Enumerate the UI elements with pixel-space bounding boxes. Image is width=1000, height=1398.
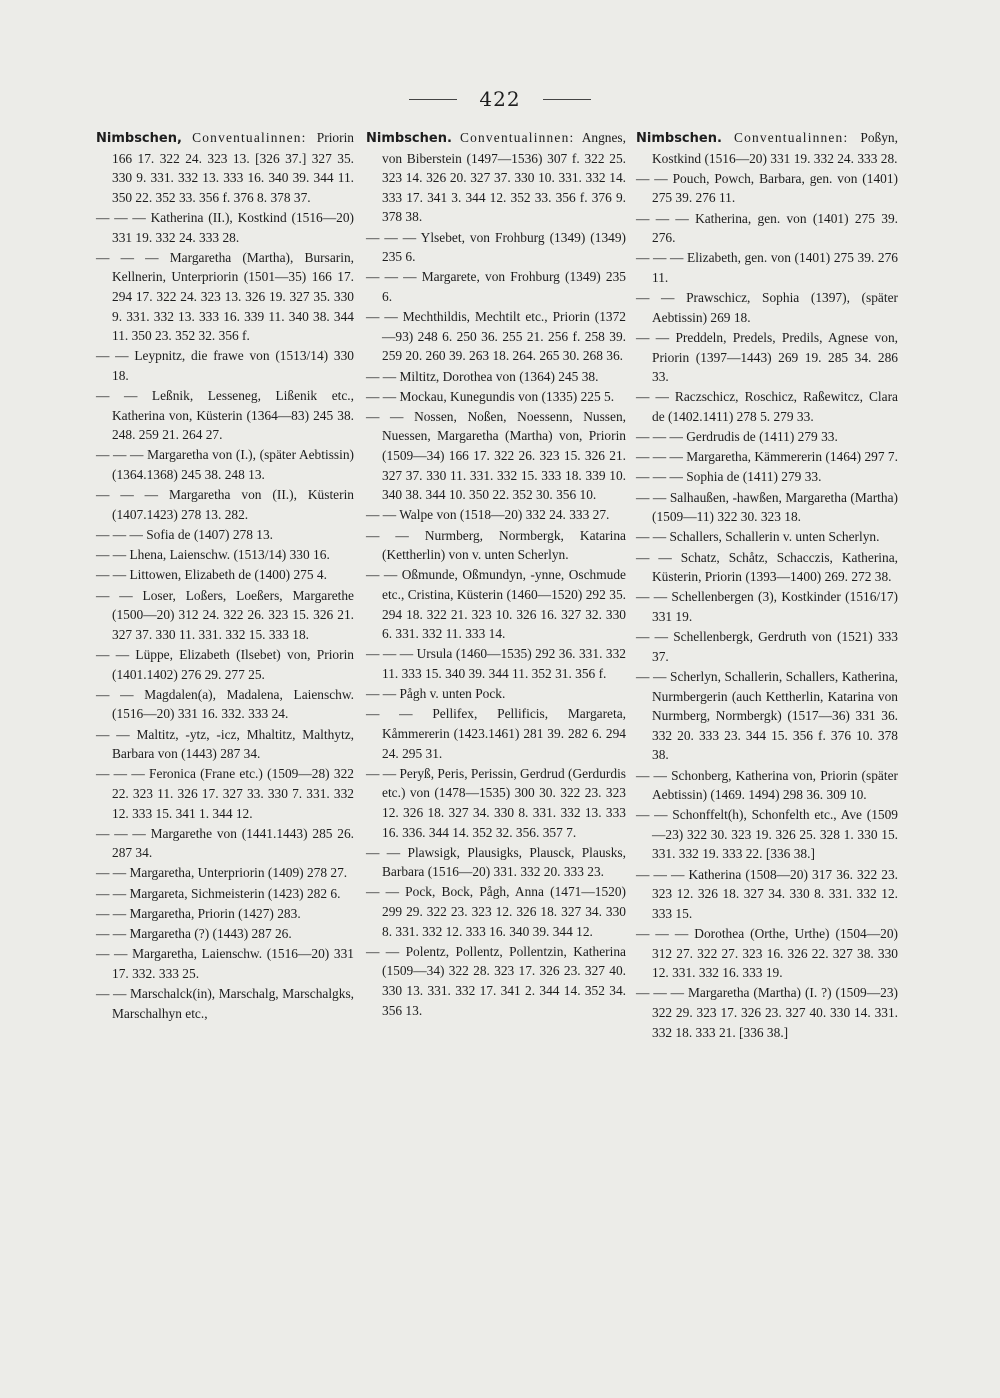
index-entry (636, 128, 898, 168)
index-entry (366, 228, 626, 267)
index-entry (636, 865, 898, 924)
index-entry (636, 328, 898, 387)
entry-text: — — Mockau, Kunegundis von (1335) 225 5. (366, 388, 615, 404)
entry-text: — — — Margaretha (Martha), Bursarin, Kellnerin, Unterpriorin (1501—35) 166 17. 294 17. 322 24. 323 13. 326 19. 327 35. 330 9. 331. 332 13. 333 16. 339 11. 340 38. 344 11. 350 23. 352 32. 356 f. (96, 249, 354, 344)
index-entry (636, 983, 898, 1042)
index-entry (366, 505, 626, 525)
index-entry (636, 587, 898, 626)
header-rule-left (409, 99, 457, 100)
entry-text: — — — Katherina (1508—20) 317 36. 322 23. 323 12. 326 18. 327 34. 330 8. 331. 332 12. 333 15. (636, 866, 898, 921)
index-entry (636, 447, 898, 467)
index-entry (96, 525, 354, 545)
entry-text: — — — Ylsebet, von Frohburg (1349) (1349) 235 6. (366, 229, 626, 265)
index-entry (636, 924, 898, 983)
entry-text: — — Polentz, Pollentz, Pollentzin, Katherina (1509—34) 322 28. 323 17. 326 23. 327 40. 330 13. 331. 332 17. 341 2. 344 14. 352 34. 356 13. (366, 943, 626, 1018)
entry-text: — — Magdalen(a), Madalena, Laienschw. (1516—20) 331 16. 332. 333 24. (96, 686, 354, 722)
entry-headword: Nimbschen, (96, 131, 182, 146)
index-entry (636, 427, 898, 447)
index-entry (636, 288, 898, 327)
entry-text: — — Pouch, Powch, Barbara, gen. von (1401) 275 39. 276 11. (636, 170, 898, 206)
entry-text: — — — Margaretha von (II.), Küsterin (1407.1423) 278 13. 282. (96, 487, 354, 522)
entry-text: — — — Elizabeth, gen. von (1401) 275 39. 276 11. (636, 250, 898, 285)
entry-text: — — Lhena, Laienschw. (1513/14) 330 16. (96, 547, 330, 563)
index-entry (96, 824, 354, 863)
entry-text: — — Schatz, Schåtz, Schacczis, Katherina, Küsterin, Priorin (1393—1400) 269. 272 38. (636, 549, 898, 585)
entry-text: — — Lüppe, Elizabeth (Ilsebet) von, Priorin (1401.1402) 276 29. 277 25. (96, 646, 354, 682)
index-entry (96, 565, 354, 585)
entry-text: Angnes, von Biberstein (1497—1536) 307 f. 322 25. 323 14. 326 20. 327 37. 330 10. 331. 332 14. 333 17. 341 3. 344 12. 352 33. 356 f. 376 9. 378 38. (382, 130, 626, 225)
page-header (0, 84, 1000, 114)
entry-text: — — Pågh v. unten Pock. (366, 686, 506, 702)
entry-headword: Nimbschen. (636, 131, 722, 146)
entry-text: — — Leypnitz, die frawe von (1513/14) 330 18. (96, 348, 354, 383)
entry-text: — — Margareta, Sichmeisterin (1423) 282 6. (96, 885, 341, 901)
entry-text: — — Margaretha, Unterpriorin (1409) 278 27. (96, 865, 348, 881)
index-entry (96, 208, 354, 247)
index-entry (366, 128, 626, 227)
entry-text: — — — Feronica (Frane etc.) (1509—28) 322 22. 323 11. 326 17. 327 33. 330 7. 331. 332 12. 333 15. 341 1. 344 12. (96, 766, 354, 821)
entry-text: — — — Ursula (1460—1535) 292 36. 331. 332 11. 333 15. 340 39. 344 11. 352 31. 356 f. (366, 646, 626, 681)
index-entry (96, 904, 354, 924)
entry-text: — — Schallers, Schallerin v. unten Scherlyn. (636, 529, 880, 545)
index-entry (96, 545, 354, 565)
entry-text: — — Nossen, Noßen, Noessenn, Nussen, Nuessen, Margaretha (Martha) von, Priorin (1509—34) 166 17. 322 26. 323 15. 326 21. 327 37. 330 11. 331. 332 15. 333 18. 339 10. 340 38. 344 10. 350 22. 352 30. 356 10. (366, 408, 626, 503)
entry-text: — — Mechthildis, Mechtilt etc., Priorin (1372—93) 248 6. 250 36. 255 21. 256 f. 258 39. 259 20. 260 39. 263 18. 264. 265 30. 268 36. (366, 309, 626, 364)
index-entry (366, 565, 626, 643)
index-column-1 (96, 128, 354, 1024)
index-entry (96, 386, 354, 445)
entry-text: — — Loser, Loßers, Loeßers, Margarethe (1500—20) 312 24. 322 26. 323 15. 326 21. 327 37. 330 11. 331. 332 15. 333 18. (96, 587, 354, 642)
index-entry (96, 248, 354, 346)
entry-text: — — — Margarethe von (1441.1443) 285 26. 287 34. (96, 825, 354, 861)
entry-text: — — Peryß, Peris, Perissin, Gerdrud (Gerdurdis etc.) von (1478—1535) 300 30. 322 23. 323 12. 326 18. 327 34. 330 8. 331. 332 13. 333 16. 336. 344 14. 352 32. 356. 357 7. (366, 765, 626, 840)
index-entry (96, 984, 354, 1023)
index-entry (366, 684, 626, 704)
index-column-3 (636, 128, 898, 1043)
entry-text: — — Plawsigk, Plausigks, Plausck, Plausks, Barbara (1516—20) 331. 332 20. 333 23. (366, 844, 626, 880)
entry-text: — — — Margarete, von Frohburg (1349) 235 6. (366, 269, 626, 304)
entry-text: Poßyn, Kostkind (1516—20) 331 19. 332 24. 333 28. (652, 130, 898, 166)
entry-text: — — — Margaretha, Kämmererin (1464) 297 7. (636, 449, 898, 465)
entry-text: — — Miltitz, Dorothea von (1364) 245 38. (366, 368, 599, 384)
index-entry (636, 527, 898, 547)
index-entry (636, 169, 898, 208)
entry-text: — — Nurmberg, Normbergk, Katarina (Kettherlin) von v. unten Scherlyn. (366, 527, 626, 563)
index-entry (366, 387, 626, 407)
entry-text: — — Pock, Bock, Pågh, Anna (1471—1520) 299 29. 322 23. 323 12. 326 18. 327 34. 330 8. 331. 332 12. 333 16. 340 39. 344 12. (366, 884, 626, 939)
index-entry (96, 884, 354, 904)
index-entry (96, 944, 354, 983)
entry-subheading: Conventualinnen: (733, 130, 849, 145)
entry-subheading: Conventualinnen: (192, 130, 307, 145)
entry-text: — — Schonberg, Katherina von, Priorin (später Aebtissin) (1469. 1494) 298 36. 309 10. (636, 767, 898, 803)
entry-text: — — Schonffelt(h), Schonfelth etc., Ave (1509—23) 322 30. 323 19. 326 25. 328 1. 330 15. 331. 332 19. 333 22. [336 38.] (636, 807, 898, 862)
entry-text: — — — Katherina (II.), Kostkind (1516—20) 331 19. 332 24. 333 28. (96, 209, 354, 245)
entry-text: Priorin 166 17. 322 24. 323 13. [326 37.] 327 35. 330 9. 331. 332 13. 333 16. 340 39. 344 11. 350 22. 352 33. 356 f. 376 8. 378 37. (112, 130, 354, 205)
entry-text: — — — Katherina, gen. von (1401) 275 39. 276. (636, 210, 898, 246)
index-column-2 (366, 128, 626, 1021)
entry-text: — — Prawschicz, Sophia (1397), (später Aebtissin) 269 18. (636, 290, 898, 325)
index-entry (366, 704, 626, 763)
index-entry (636, 387, 898, 426)
entry-text: — — Littowen, Elizabeth de (1400) 275 4. (96, 567, 327, 583)
index-entry (366, 526, 626, 565)
index-entry (636, 667, 898, 765)
entry-text: — — Salhaußen, -hawßen, Margaretha (Martha) (1509—11) 322 30. 323 18. (636, 489, 898, 525)
index-entry (366, 644, 626, 683)
entry-text: — — Walpe von (1518—20) 332 24. 333 27. (366, 507, 610, 523)
index-entry (96, 764, 354, 823)
index-entry (636, 488, 898, 527)
index-entry (636, 467, 898, 487)
entry-text: — — Schellenbergk, Gerdruth von (1521) 333 37. (636, 629, 898, 664)
entry-text: — — Oßmunde, Oßmundyn, -ynne, Oschmude etc., Cristina, Küsterin (1460—1520) 292 35. 294 18. 322 21. 323 10. 326 16. 327 32. 330 6. 331. 332 11. 333 14. (366, 567, 626, 642)
index-entry (96, 863, 354, 883)
index-entry (96, 725, 354, 764)
entry-text: — — Pellifex, Pellificis, Margareta, Kåmmererin (1423.1461) 281 39. 282 6. 294 24. 295 31. (366, 706, 626, 761)
entry-text: — — — Margaretha von (I.), (später Aebtissin) (1364.1368) 245 38. 248 13. (96, 447, 354, 483)
index-entry (636, 548, 898, 587)
index-entry (96, 445, 354, 484)
entry-text: — — Leßnik, Lesseneg, Lißenik etc., Katherina von, Küsterin (1364—83) 245 38. 248. 259 21. 264 27. (96, 388, 354, 443)
index-entry (366, 942, 626, 1020)
index-entry (636, 805, 898, 864)
index-entry (96, 645, 354, 684)
index-entry (366, 843, 626, 882)
entry-headword: Nimbschen. (366, 131, 452, 146)
header-rule-right (543, 99, 591, 100)
entry-text: — — Schellenbergen (3), Kostkinder (1516/17) 331 19. (636, 589, 898, 624)
index-entry (366, 367, 626, 387)
index-entry (366, 407, 626, 505)
index-entry (636, 209, 898, 248)
index-entry (96, 924, 354, 944)
index-entry (96, 128, 354, 207)
entry-text: — — Marschalck(in), Marschalg, Marschalgks, Marschalhyn etc., (96, 986, 354, 1021)
entry-text: — — Preddeln, Predels, Predils, Agnese von, Priorin (1397—1443) 269 19. 285 34. 286 33. (636, 329, 898, 385)
entry-text: — — — Dorothea (Orthe, Urthe) (1504—20) 312 27. 322 27. 323 16. 326 22. 327 38. 330 12. 331. 332 16. 333 19. (636, 926, 898, 981)
index-entry (96, 685, 354, 724)
entry-text: — — Margaretha (?) (1443) 287 26. (96, 926, 292, 942)
index-entry (96, 586, 354, 645)
index-entry (366, 267, 626, 306)
index-entry (636, 766, 898, 805)
index-entry (636, 248, 898, 287)
entry-text: — — Margaretha, Priorin (1427) 283. (96, 905, 301, 921)
index-entry (366, 882, 626, 941)
entry-text: — — — Gerdrudis de (1411) 279 33. (636, 429, 838, 445)
entry-subheading: Conventualinnen: (459, 130, 575, 145)
index-entry (96, 485, 354, 524)
index-entry (636, 627, 898, 666)
page-number: 422 (479, 87, 521, 111)
entry-text: — — Maltitz, -ytz, -icz, Mhaltitz, Malthytz, Barbara von (1443) 287 34. (96, 726, 354, 762)
entry-text: — — Raczschicz, Roschicz, Raßewitcz, Clara de (1402.1411) 278 5. 279 33. (636, 389, 898, 424)
index-entry (366, 764, 626, 842)
index-entry (96, 346, 354, 385)
entry-text: — — Margaretha, Laienschw. (1516—20) 331 17. 332. 333 25. (96, 946, 354, 981)
entry-text: — — — Sophia de (1411) 279 33. (636, 469, 822, 485)
index-entry (366, 307, 626, 366)
entry-text: — — — Sofia de (1407) 278 13. (96, 527, 274, 543)
entry-text: — — Scherlyn, Schallerin, Schallers, Katherina, Nurmbergerin (auch Kettherlin, Katarina von Nurmberg, Normbergk) (1517—36) 331 36. 332 20. 333 23. 344 15. 356 f. 376 10. 378 38. (636, 668, 898, 763)
entry-text: — — — Margaretha (Martha) (I. ?) (1509—23) 322 29. 323 17. 326 23. 327 40. 330 14. 331. 332 18. 333 21. [336 38.] (636, 985, 898, 1040)
